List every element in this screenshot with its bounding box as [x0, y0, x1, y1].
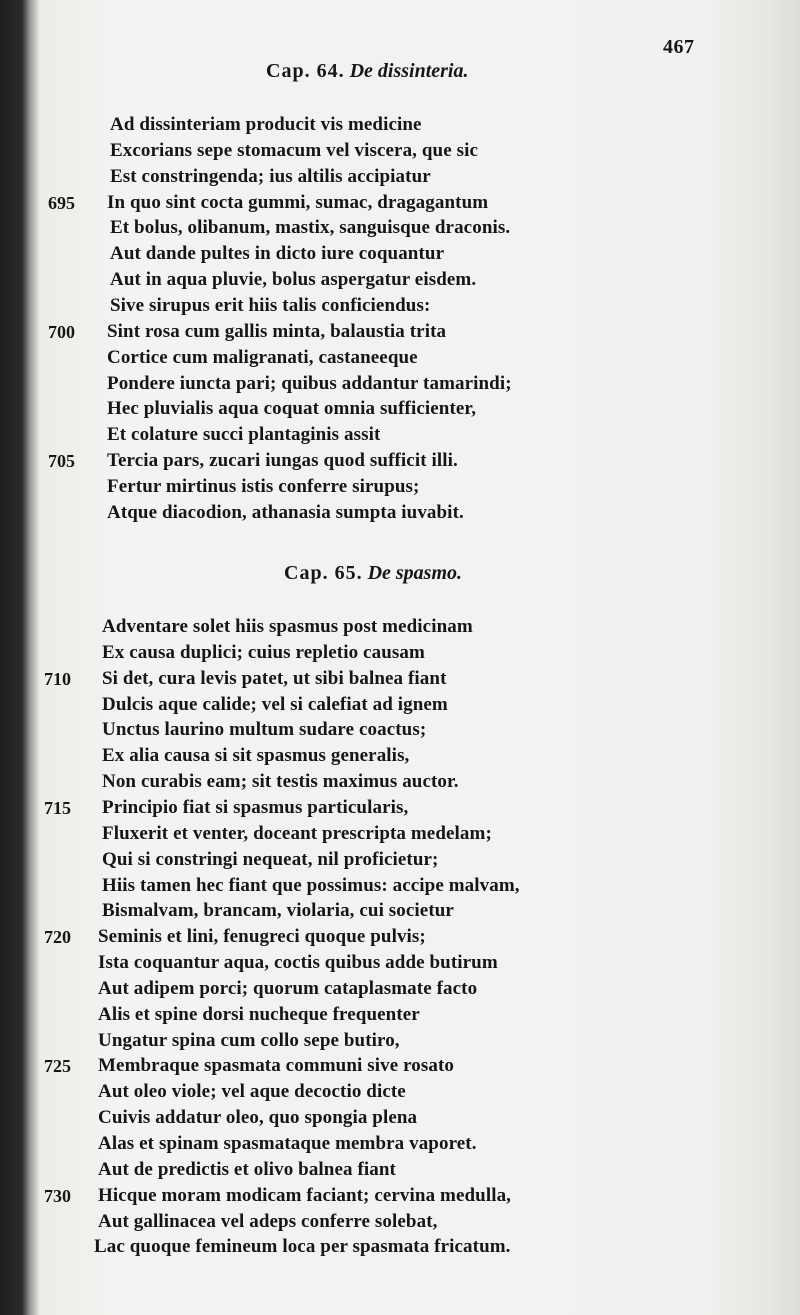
verse-line: Principio fiat si spasmus particularis, [102, 796, 409, 818]
verse-line: Cuivis addatur oleo, quo spongia plena [98, 1107, 418, 1129]
line-number: 725 [44, 1056, 71, 1077]
verse-line: Fertur mirtinus istis conferre sirupus; [107, 475, 420, 497]
verse-line: Ad dissinteriam producit vis medicine [110, 114, 422, 135]
chapter-title: De spasmo. [367, 562, 463, 584]
line-number: 710 [44, 668, 71, 689]
verse-line: Sive sirupus erit hiis talis conficiendus: [110, 294, 431, 316]
line-number: 720 [44, 927, 71, 948]
verse-line: Excorians sepe stomacum vel viscera, que sic [110, 139, 478, 161]
verse-line: Aut oleo viole; vel aque decoctio dicte [98, 1081, 406, 1103]
verse-line: In quo sint cocta gummi, sumac, dragagantum [107, 191, 489, 213]
verse-line: Aut adipem porci; quorum cataplasmate facto [98, 977, 478, 999]
chapter-heading [284, 562, 462, 585]
verse-line: Ex alia causa si sit spasmus generalis, [102, 745, 410, 767]
verse-line: Seminis et lini, fenugreci quoque pulvis; [98, 926, 426, 948]
verse-line: Aut gallinacea vel adeps conferre solebat, [98, 1210, 438, 1232]
verse-line: Alas et spinam spasmataque membra vaporet. [98, 1133, 477, 1154]
verse-line: Ista coquantur aqua, coctis quibus adde butirum [98, 952, 498, 974]
verse-line: Aut dande pultes in dicto iure coquantur [110, 243, 445, 265]
verse-line: Fluxerit et venter, doceant prescripta medelam; [102, 822, 492, 844]
line-number: 705 [48, 451, 75, 472]
verse-line: Pondere iuncta pari; quibus addantur tamarindi; [107, 372, 512, 394]
verse-line: Aut in aqua pluvie, bolus aspergatur eisdem. [110, 269, 477, 291]
verse-line: Tercia pars, zucari iungas quod sufficit illi. [107, 450, 458, 472]
verse-line: Est constringenda; ius altilis accipiatur [110, 165, 431, 187]
line-number: 715 [44, 797, 71, 818]
chapter-number: Cap. 65. [284, 562, 363, 584]
verse-line: Ex causa duplici; cuius repletio causam [102, 641, 425, 663]
verse-line: Dulcis aque calide; vel si calefiat ad ignem [102, 693, 448, 715]
verse-line: Lac quoque femineum loca per spasmata fricatum. [94, 1236, 511, 1258]
chapter-heading [266, 60, 468, 83]
verse-line: Membraque spasmata communi sive rosato [98, 1055, 454, 1077]
verse-line: Et bolus, olibanum, mastix, sanguisque draconis. [110, 217, 511, 239]
verse-line: Hicque moram modicam faciant; cervina medulla, [98, 1184, 512, 1206]
verse-line: Hec pluvialis aqua coquat omnia sufficienter, [107, 398, 477, 420]
verse-line: Et colature succi plantaginis assit [107, 424, 381, 446]
chapter-number: Cap. 64. [266, 60, 345, 82]
line-number: 700 [48, 321, 75, 342]
verse-line: Cortice cum maligranati, castaneeque [107, 346, 418, 368]
verse-line: Atque diacodion, athanasia sumpta iuvabit. [107, 501, 464, 523]
verse-line: Adventare solet hiis spasmus post medicinam [102, 616, 473, 637]
verse-line: Non curabis eam; sit testis maximus auctor. [102, 771, 459, 793]
verse-line: Bismalvam, brancam, violaria, cui societur [102, 900, 454, 922]
verse-line: Ungatur spina cum collo sepe butiro, [98, 1029, 400, 1051]
verse-line: Alis et spine dorsi nucheque frequenter [98, 1003, 420, 1025]
page-number: 467 [663, 36, 695, 58]
verse-line: Si det, cura levis patet, ut sibi balnea fiant [102, 667, 447, 689]
verse-line: Aut de predictis et olivo balnea fiant [98, 1158, 396, 1180]
chapter-title: De dissinteria. [349, 60, 469, 82]
line-number: 695 [48, 192, 75, 213]
verse-line: Hiis tamen hec fiant que possimus: accipe malvam, [102, 874, 520, 896]
verse-line: Unctus laurino multum sudare coactus; [102, 719, 427, 741]
line-number: 730 [44, 1185, 71, 1206]
verse-line: Qui si constringi nequeat, nil proficietur; [102, 848, 439, 870]
verse-line: Sint rosa cum gallis minta, balaustia trita [107, 320, 447, 342]
